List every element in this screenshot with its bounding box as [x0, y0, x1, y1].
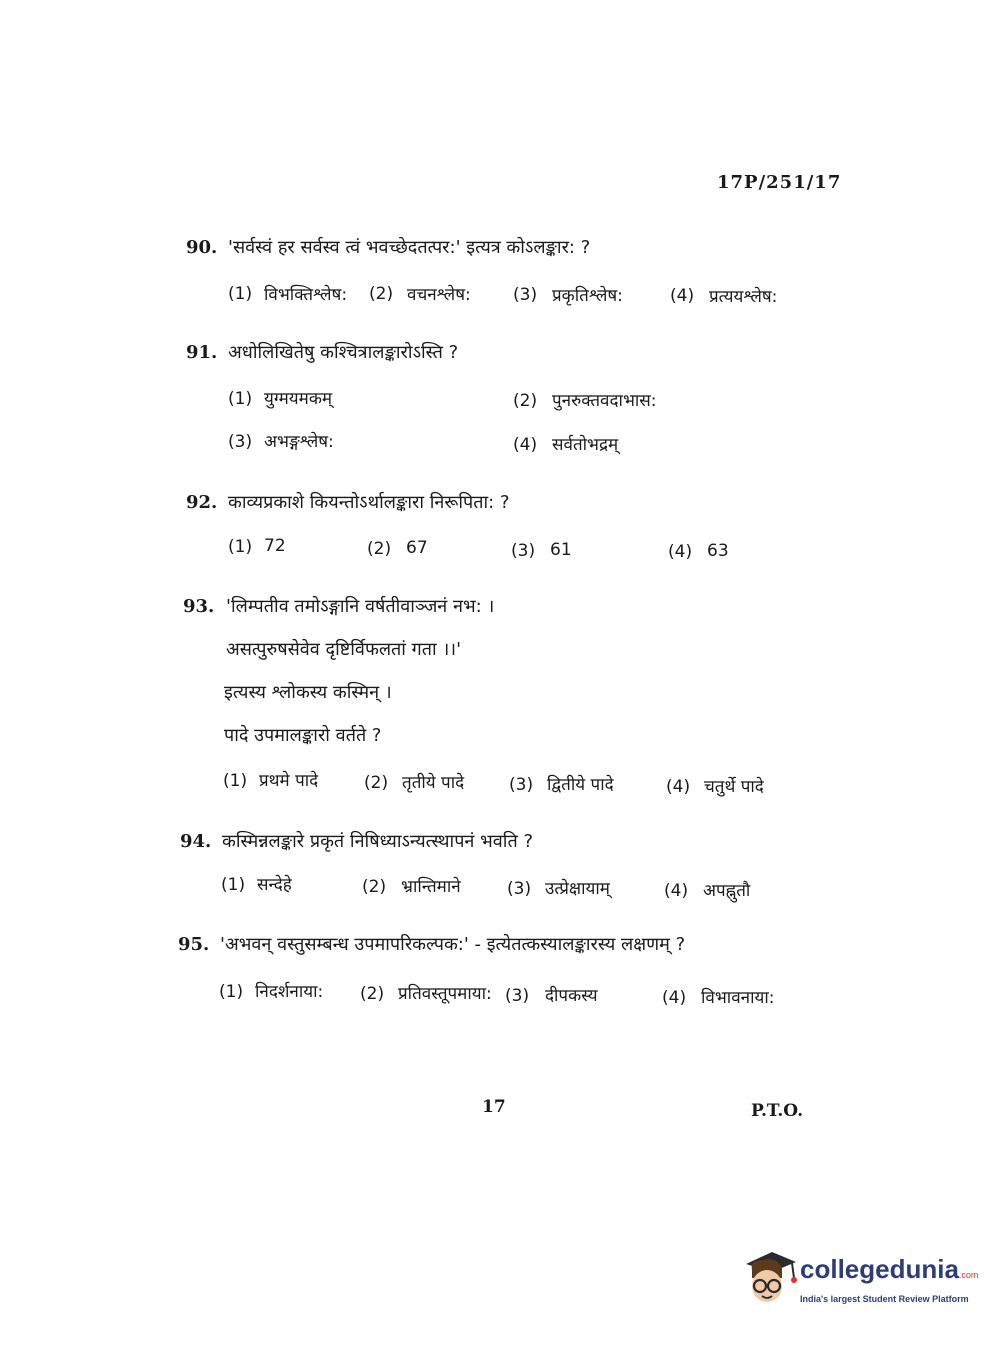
- option-text: भ्रान्तिमाने: [401, 877, 461, 897]
- option-number: (3): [507, 879, 532, 899]
- option-number: (3): [509, 775, 534, 795]
- page-number: 17: [482, 1097, 506, 1117]
- paper-code: 17P/251/17: [717, 172, 842, 193]
- option-text: प्रतिवस्तूपमाया:: [398, 984, 492, 1004]
- option-text: प्रत्ययश्लेष:: [709, 287, 778, 307]
- option-number: (2): [364, 773, 389, 793]
- option-number: (3): [228, 432, 253, 452]
- option-number: (2): [513, 391, 538, 411]
- option-number: (2): [362, 877, 387, 897]
- option-text: अभङ्गश्लेष:: [264, 432, 334, 452]
- option-text: प्रथमे पादे: [259, 771, 319, 791]
- option-text: 72: [264, 536, 286, 556]
- option-text: प्रकृतिश्लेष:: [552, 286, 623, 306]
- question-text: इत्यस्य श्लोकस्य कस्मिन् ।: [224, 682, 392, 703]
- pto-label: P.T.O.: [751, 1101, 803, 1121]
- option-number: (3): [513, 285, 538, 305]
- option-number: (1): [228, 284, 253, 304]
- option-text: दीपकस्य: [545, 986, 598, 1006]
- option-number: (2): [360, 984, 385, 1004]
- option-text: 61: [550, 540, 572, 560]
- option-number: (4): [664, 881, 689, 901]
- question-number: 92.: [186, 492, 218, 513]
- option-text: सन्देहे: [257, 875, 292, 895]
- option-number: (1): [228, 389, 253, 409]
- logo-wordmark: [800, 1254, 978, 1285]
- option-number: (2): [367, 539, 392, 559]
- question-text: 'अभवन् वस्तुसम्बन्ध उपमापरिकल्पक:' - इत्येतत्कस्यालङ्कारस्य लक्षणम् ?: [220, 934, 686, 955]
- option-text: 67: [406, 538, 428, 558]
- option-number: (1): [221, 875, 246, 895]
- option-number: (3): [511, 541, 536, 561]
- question-text: अधोलिखितेषु कश्चित्रालङ्कारोऽस्ति ?: [228, 342, 459, 363]
- option-text: उत्प्रेक्षायाम्: [545, 879, 610, 899]
- option-number: (4): [666, 777, 691, 797]
- option-number: (2): [369, 284, 394, 304]
- mascot-icon: [742, 1248, 798, 1310]
- question-number: 90.: [186, 237, 218, 258]
- option-number: (1): [219, 982, 244, 1002]
- question-text: कस्मिन्नलङ्कारे प्रकृतं निषिध्याऽन्यत्स्थापनं भवति ?: [222, 831, 534, 852]
- option-number: (4): [513, 435, 538, 455]
- option-number: (3): [505, 986, 530, 1006]
- option-text: चतुर्थे पादे: [704, 777, 764, 797]
- option-text: युग्मयमकम्: [264, 389, 333, 409]
- option-text: वचनश्लेष:: [407, 285, 471, 305]
- option-number: (4): [662, 988, 687, 1008]
- option-number: (1): [223, 771, 248, 791]
- collegedunia-logo: [742, 1248, 979, 1310]
- option-text: निदर्शनाया:: [255, 982, 324, 1002]
- option-number: (4): [668, 542, 693, 562]
- option-text: 63: [707, 541, 729, 561]
- question-number: 94.: [180, 831, 212, 852]
- question-text: पादे उपमालङ्कारो वर्तते ?: [224, 725, 382, 746]
- question-number: 95.: [178, 934, 210, 955]
- option-number: (1): [228, 537, 253, 557]
- option-text: पुनरुक्तवदाभास:: [552, 391, 657, 411]
- option-text: विभावनाया:: [701, 988, 775, 1008]
- question-number: 91.: [186, 342, 218, 363]
- question-number: 93.: [183, 596, 215, 617]
- logo-name-text: collegedunia: [800, 1254, 959, 1284]
- option-text: विभक्तिश्लेष:: [264, 285, 348, 305]
- option-text: अपह्नुतौ: [703, 881, 751, 901]
- option-number: (4): [670, 286, 695, 306]
- logo-tagline: India's largest Student Review Platform: [800, 1294, 969, 1304]
- logo-suffix: .com: [958, 1270, 979, 1280]
- question-text: 'लिम्पतीव तमोऽङ्गानि वर्षतीवाञ्जनं नभ: ।: [226, 596, 495, 617]
- option-text: द्वितीये पादे: [547, 775, 614, 795]
- option-text: तृतीये पादे: [402, 773, 465, 793]
- question-text: असत्पुरुषसेवेव दृष्टिर्विफलतां गता ।।': [226, 639, 462, 660]
- question-text: काव्यप्रकाशे कियन्तोऽर्थालङ्कारा निरूपिता: ?: [228, 492, 510, 513]
- option-text: सर्वतोभद्रम्: [552, 435, 619, 455]
- question-text: 'सर्वस्वं हर सर्वस्व त्वं भवच्छेदतत्पर:' इत्यत्र कोऽलङ्कार: ?: [228, 237, 591, 258]
